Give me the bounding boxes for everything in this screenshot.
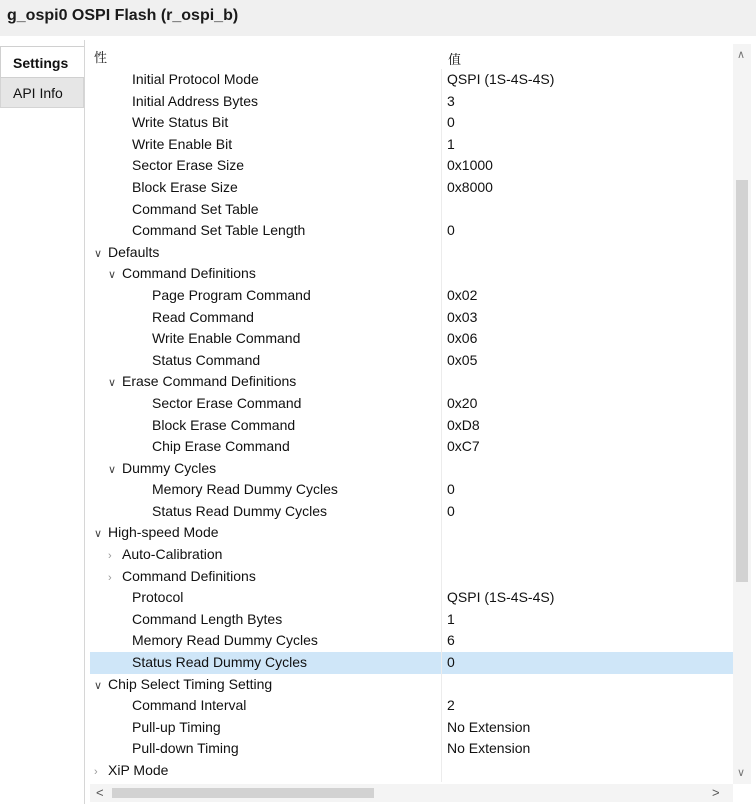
- table-row[interactable]: [90, 307, 733, 329]
- column-divider: [441, 501, 442, 523]
- property-label: Memory Read Dummy Cycles: [132, 632, 318, 649]
- property-label: Sector Erase Command: [152, 394, 302, 411]
- property-value[interactable]: No Extension: [447, 718, 531, 735]
- table-row[interactable]: [90, 285, 733, 307]
- property-label: Write Enable Bit: [132, 135, 233, 152]
- table-row[interactable]: [90, 220, 733, 242]
- column-divider: [441, 220, 442, 242]
- property-name: [94, 524, 219, 540]
- property-name: [132, 589, 183, 605]
- property-value[interactable]: 1: [447, 610, 455, 627]
- column-header-value[interactable]: 值: [448, 52, 462, 67]
- table-header: [90, 44, 733, 68]
- column-divider: [441, 458, 442, 480]
- property-label: Command Set Table Length: [132, 222, 306, 239]
- property-label: Write Enable Command: [152, 330, 301, 347]
- property-label: Command Length Bytes: [132, 610, 283, 627]
- table-row[interactable]: [90, 652, 733, 674]
- chevron-down-icon[interactable]: ∨: [108, 377, 117, 390]
- scroll-right-arrow-icon[interactable]: >: [712, 785, 720, 800]
- vertical-scroll-thumb[interactable]: [736, 180, 748, 582]
- property-label: Chip Select Timing Setting: [108, 675, 273, 692]
- property-label: Initial Protocol Mode: [132, 71, 259, 87]
- property-label: Pull-up Timing: [132, 718, 221, 735]
- property-name: [152, 481, 338, 497]
- tab-settings-label: Settings: [13, 55, 69, 71]
- scroll-down-arrow-icon[interactable]: ∨: [737, 767, 746, 779]
- table-row[interactable]: [90, 371, 733, 393]
- property-value[interactable]: 0x8000: [447, 178, 493, 195]
- property-name: [108, 546, 222, 562]
- property-value[interactable]: 0x1000: [447, 157, 493, 174]
- chevron-down-icon[interactable]: ∨: [108, 269, 117, 282]
- table-row[interactable]: [90, 242, 733, 264]
- property-value[interactable]: 0: [447, 222, 455, 239]
- column-divider: [441, 630, 442, 652]
- table-row[interactable]: [90, 69, 733, 91]
- property-label: Auto-Calibration: [122, 546, 223, 563]
- property-value[interactable]: 3: [447, 92, 455, 109]
- table-row[interactable]: [90, 134, 733, 156]
- view-title: g_ospi0 OSPI Flash (r_ospi_b): [7, 7, 239, 24]
- property-label: Command Definitions: [122, 567, 256, 584]
- property-name: [94, 244, 159, 260]
- chevron-down-icon[interactable]: ∨: [108, 463, 117, 476]
- property-value[interactable]: 0x05: [447, 351, 478, 368]
- property-name: [132, 719, 221, 735]
- property-label: Command Interval: [132, 697, 247, 714]
- property-name: [108, 460, 216, 476]
- property-value[interactable]: 0x03: [447, 308, 478, 325]
- property-value[interactable]: 6: [447, 632, 455, 649]
- property-value[interactable]: 0x20: [447, 394, 478, 411]
- property-label: Protocol: [132, 589, 184, 606]
- table-row[interactable]: [90, 458, 733, 480]
- tab-api-info[interactable]: [0, 78, 84, 108]
- property-label: Pull-down Timing: [132, 740, 239, 757]
- property-label: Defaults: [108, 243, 160, 260]
- property-name: [132, 611, 282, 627]
- tab-settings[interactable]: [0, 46, 84, 78]
- property-label: Command Definitions: [122, 265, 256, 282]
- column-divider: [441, 738, 442, 760]
- table-row[interactable]: [90, 155, 733, 177]
- property-value[interactable]: 2: [447, 697, 455, 714]
- property-name: [152, 330, 300, 346]
- property-name: [132, 201, 259, 217]
- property-label: XiP Mode: [108, 762, 169, 778]
- side-tabs: [0, 46, 84, 108]
- column-divider: [441, 415, 442, 437]
- property-name: [152, 309, 254, 325]
- horizontal-scrollbar[interactable]: [90, 784, 733, 802]
- chevron-right-icon[interactable]: ›: [94, 766, 98, 778]
- column-divider: [441, 717, 442, 739]
- table-row[interactable]: [90, 695, 733, 717]
- property-name: [132, 157, 244, 173]
- property-name: [132, 93, 258, 109]
- column-divider: [441, 674, 442, 696]
- column-divider: [441, 350, 442, 372]
- property-name: [152, 438, 290, 454]
- property-label: Erase Command Definitions: [122, 373, 297, 390]
- property-label: Sector Erase Size: [132, 157, 245, 174]
- property-value[interactable]: 0: [447, 654, 455, 671]
- property-label: Initial Address Bytes: [132, 92, 259, 109]
- property-label: Block Erase Size: [132, 178, 238, 195]
- table-row[interactable]: [90, 91, 733, 113]
- table-row[interactable]: [90, 328, 733, 350]
- property-name: [108, 568, 256, 584]
- property-value[interactable]: 0: [447, 502, 455, 519]
- column-header-property[interactable]: 性: [94, 50, 108, 65]
- column-divider: [441, 695, 442, 717]
- property-value[interactable]: 0xD8: [447, 416, 480, 433]
- property-name: [94, 676, 272, 692]
- table-row[interactable]: [90, 544, 733, 566]
- column-divider: [441, 436, 442, 458]
- property-name: [132, 697, 246, 713]
- table-row[interactable]: [90, 263, 733, 285]
- column-divider: [441, 177, 442, 199]
- property-label: Command Set Table: [132, 200, 259, 217]
- column-divider: [441, 155, 442, 177]
- property-name: [152, 352, 260, 368]
- property-label: Status Read Dummy Cycles: [152, 502, 328, 519]
- table-row[interactable]: [90, 566, 733, 588]
- property-name: [132, 654, 307, 670]
- column-divider: [441, 112, 442, 134]
- property-name: [132, 179, 238, 195]
- column-divider: [441, 609, 442, 631]
- table-row[interactable]: [90, 112, 733, 134]
- property-value[interactable]: 0: [447, 481, 455, 498]
- property-name: [94, 762, 168, 778]
- table-row[interactable]: [90, 587, 733, 609]
- table-row[interactable]: [90, 674, 733, 696]
- property-value[interactable]: 1: [447, 135, 455, 152]
- column-divider: [441, 263, 442, 285]
- chevron-right-icon[interactable]: ›: [108, 550, 112, 563]
- property-name: [132, 136, 232, 152]
- properties-table: [90, 44, 733, 784]
- table-row[interactable]: [90, 501, 733, 523]
- property-name: [132, 114, 228, 130]
- table-row[interactable]: [90, 609, 733, 631]
- property-name: [132, 222, 305, 238]
- property-label: Memory Read Dummy Cycles: [152, 481, 338, 498]
- property-label: High-speed Mode: [108, 524, 219, 541]
- column-divider: [441, 134, 442, 156]
- chevron-right-icon[interactable]: ›: [108, 571, 112, 584]
- property-label: Block Erase Command: [152, 416, 296, 433]
- property-name: [108, 265, 256, 281]
- column-divider: [441, 199, 442, 221]
- column-divider: [441, 760, 442, 782]
- column-divider: [441, 479, 442, 501]
- chevron-down-icon[interactable]: ∨: [94, 528, 103, 541]
- table-row[interactable]: [90, 760, 733, 782]
- column-divider: [441, 242, 442, 264]
- table-row[interactable]: [90, 393, 733, 415]
- table-row[interactable]: [90, 738, 733, 760]
- table-row[interactable]: [90, 479, 733, 501]
- scroll-left-arrow-icon[interactable]: <: [96, 785, 104, 800]
- property-label: Write Status Bit: [132, 114, 229, 131]
- column-divider: [441, 652, 442, 674]
- table-row[interactable]: [90, 630, 733, 652]
- table-row[interactable]: [90, 436, 733, 458]
- table-row[interactable]: [90, 717, 733, 739]
- chevron-down-icon[interactable]: ∨: [94, 679, 103, 692]
- property-name: [152, 417, 295, 433]
- table-row[interactable]: [90, 415, 733, 437]
- column-divider: [441, 522, 442, 544]
- column-divider: [441, 371, 442, 393]
- column-divider: [441, 285, 442, 307]
- chevron-down-icon[interactable]: ∨: [94, 247, 103, 260]
- tab-api-info-label: API Info: [13, 85, 63, 101]
- column-divider: [441, 544, 442, 566]
- table-row[interactable]: [90, 350, 733, 372]
- property-name: [152, 503, 327, 519]
- column-divider: [441, 393, 442, 415]
- property-label: Read Command: [152, 308, 254, 325]
- property-value[interactable]: 0x06: [447, 330, 478, 347]
- vertical-scrollbar[interactable]: [733, 44, 751, 784]
- table-row[interactable]: [90, 199, 733, 221]
- property-value[interactable]: No Extension: [447, 740, 531, 757]
- property-label: Status Read Dummy Cycles: [132, 654, 308, 671]
- horizontal-scroll-thumb[interactable]: [112, 788, 374, 798]
- property-value[interactable]: 0xC7: [447, 438, 480, 455]
- property-name: [132, 71, 259, 87]
- column-divider: [441, 307, 442, 329]
- property-value[interactable]: 0: [447, 114, 455, 131]
- property-name: [152, 395, 301, 411]
- tab-border: [84, 40, 85, 804]
- property-value[interactable]: QSPI (1S-4S-4S): [447, 589, 555, 606]
- property-value[interactable]: QSPI (1S-4S-4S): [447, 71, 555, 87]
- view-title-bar: [0, 0, 756, 36]
- property-name: [152, 287, 311, 303]
- table-row[interactable]: [90, 177, 733, 199]
- property-label: Dummy Cycles: [122, 459, 217, 476]
- property-name: [108, 373, 296, 389]
- property-label: Chip Erase Command: [152, 438, 290, 455]
- property-label: Page Program Command: [152, 286, 311, 303]
- column-divider: [441, 69, 442, 91]
- property-value[interactable]: 0x02: [447, 286, 478, 303]
- scroll-up-arrow-icon[interactable]: ∧: [737, 49, 746, 61]
- property-label: Status Command: [152, 351, 261, 368]
- column-divider: [441, 91, 442, 113]
- property-name: [132, 740, 239, 756]
- property-name: [132, 632, 318, 648]
- column-divider: [441, 328, 442, 350]
- column-divider: [441, 587, 442, 609]
- column-divider: [441, 566, 442, 588]
- table-rows: [90, 69, 733, 782]
- table-row[interactable]: [90, 522, 733, 544]
